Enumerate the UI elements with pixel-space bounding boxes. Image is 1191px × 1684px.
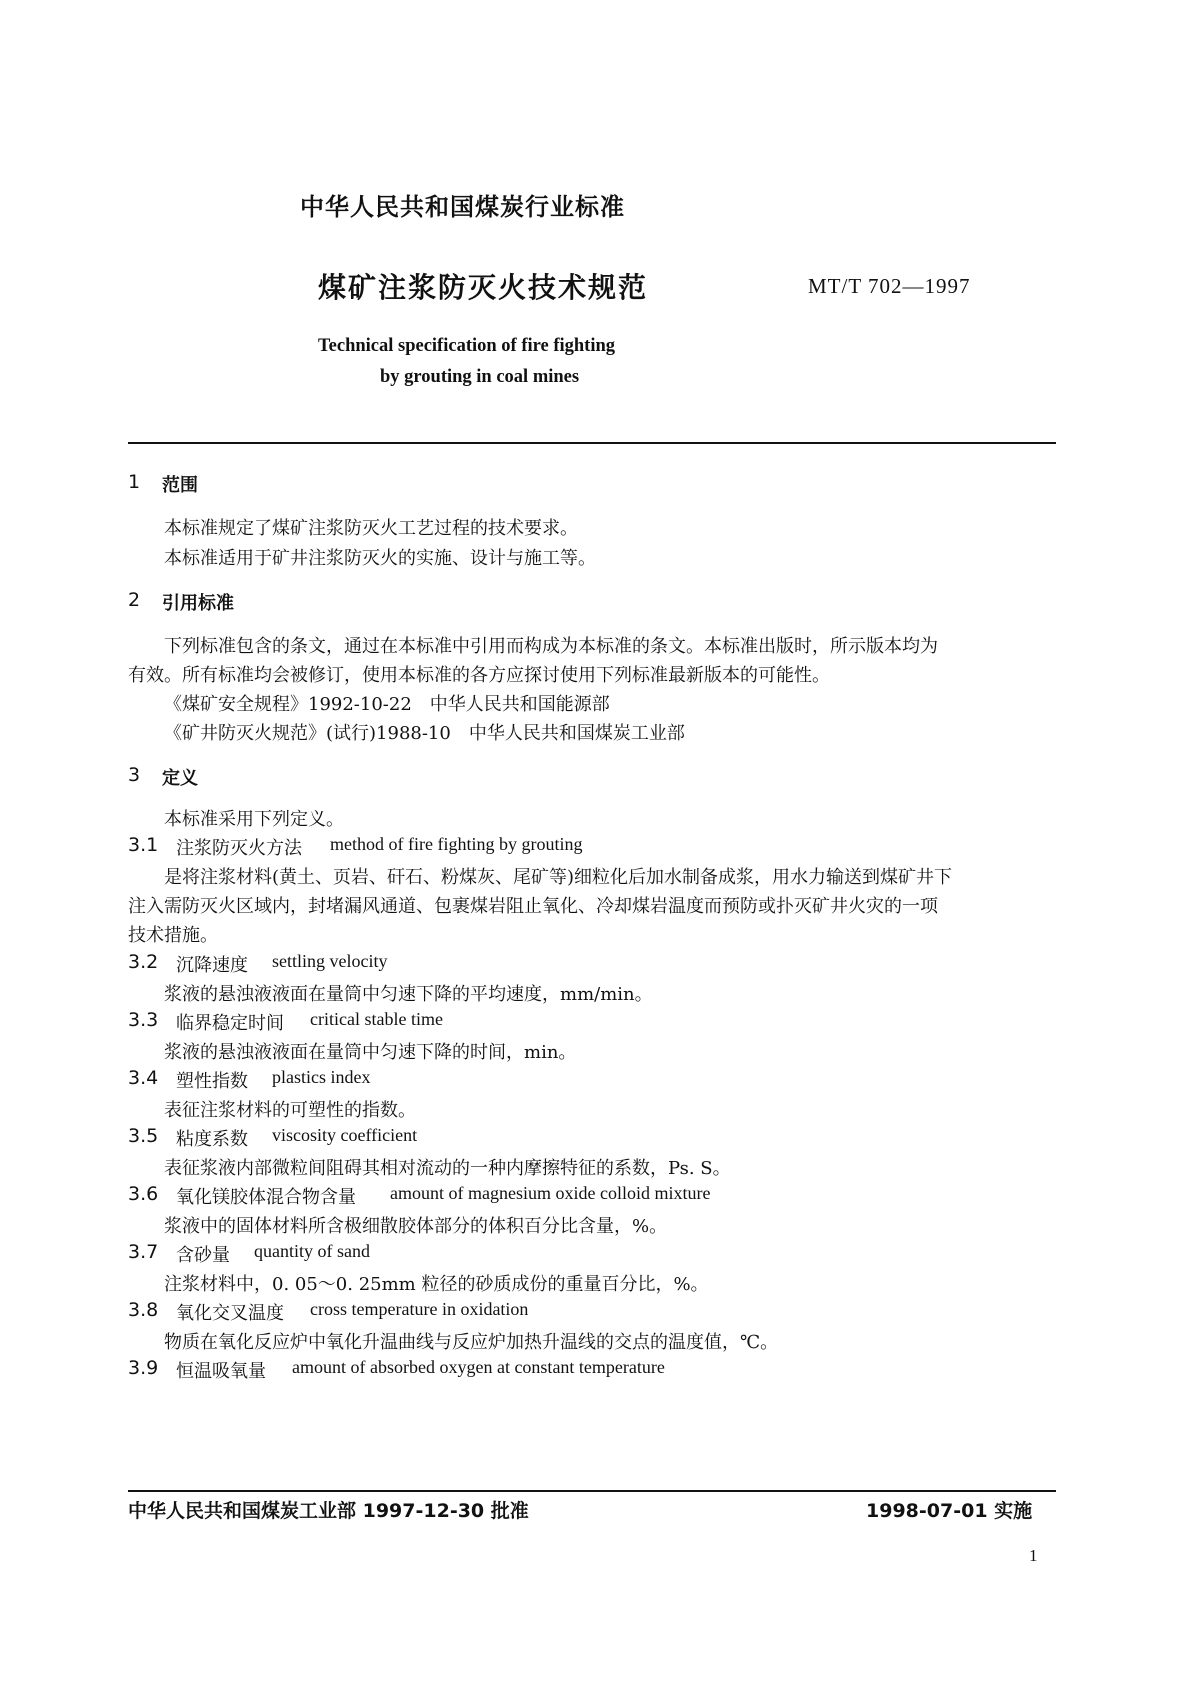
- definition-term-en: critical stable time: [310, 1009, 443, 1029]
- section-2-para-line-1: 下列标准包含的条文，通过在本标准中引用而构成为本标准的条文。本标准出版时，所示版本均为: [164, 636, 938, 657]
- definition-term-en: quantity of sand: [254, 1241, 370, 1261]
- definition-term-cn: 恒温吸氧量: [176, 1361, 266, 1382]
- definition-number: 3.2: [128, 951, 159, 973]
- definition-number: 3.1: [128, 834, 159, 856]
- page-number: 1: [1029, 1546, 1038, 1565]
- footer-divider: [128, 1490, 1056, 1492]
- section-3-title: 定义: [162, 768, 198, 789]
- reference-1: 《煤矿安全规程》1992-10-22 中华人民共和国能源部: [164, 694, 610, 715]
- approval-statement: 中华人民共和国煤炭工业部 1997-12-30 批准: [128, 1500, 529, 1522]
- section-2-number: 2: [128, 589, 141, 611]
- definition-text-line: 表征浆液内部微粒间阻碍其相对流动的一种内摩擦特征的系数，Ps. S。: [164, 1158, 731, 1179]
- section-3-number: 3: [128, 764, 141, 786]
- effective-date: 1998-07-01 实施: [866, 1500, 1033, 1522]
- definition-number: 3.4: [128, 1067, 159, 1089]
- issuing-body-title: 中华人民共和国煤炭行业标准: [300, 193, 625, 221]
- definition-text-line: 表征注浆材料的可塑性的指数。: [164, 1100, 416, 1121]
- definition-term-en: plastics index: [272, 1067, 371, 1087]
- section-2-title: 引用标准: [162, 593, 234, 614]
- definition-term-cn: 氧化交叉温度: [176, 1303, 284, 1324]
- definition-text-line: 浆液的悬浊液液面在量筒中匀速下降的时间，min。: [164, 1042, 577, 1063]
- section-2-para-line-2: 有效。所有标准均会被修订，使用本标准的各方应探讨使用下列标准最新版本的可能性。: [128, 665, 830, 686]
- document-title-cn: 煤矿注浆防灭火技术规范: [318, 271, 649, 304]
- document-title-en-line1: Technical specification of fire fighting: [318, 336, 616, 356]
- definition-number: 3.7: [128, 1241, 159, 1263]
- definition-text-line: 注浆材料中，0. 05～0. 25mm 粒径的砂质成份的重量百分比，%。: [164, 1274, 709, 1295]
- definition-number: 3.6: [128, 1183, 159, 1205]
- definition-number: 3.8: [128, 1299, 159, 1321]
- document-title-en-line2: by grouting in coal mines: [380, 367, 580, 387]
- definition-text-line: 注入需防灭火区域内，封堵漏风通道、包裹煤岩阻止氧化、冷却煤岩温度而预防或扑灭矿井火灾的一项: [128, 896, 938, 917]
- definition-number: 3.9: [128, 1357, 159, 1379]
- definition-term-cn: 临界稳定时间: [176, 1013, 284, 1034]
- definition-term-cn: 氧化镁胶体混合物含量: [176, 1187, 356, 1208]
- definition-term-en: method of fire fighting by grouting: [330, 834, 583, 854]
- definition-number: 3.5: [128, 1125, 159, 1147]
- definition-term-cn: 注浆防灭火方法: [176, 838, 302, 859]
- definition-term-cn: 含砂量: [176, 1245, 230, 1266]
- definition-term-en: cross temperature in oxidation: [310, 1299, 529, 1319]
- header-divider: [128, 442, 1056, 444]
- definition-term-cn: 塑性指数: [176, 1071, 248, 1092]
- definition-text-line: 浆液中的固体材料所含极细散胶体部分的体积百分比含量，%。: [164, 1216, 668, 1237]
- section-1-para-2: 本标准适用于矿井注浆防灭火的实施、设计与施工等。: [164, 548, 596, 569]
- definition-term-en: amount of absorbed oxygen at constant temperature: [292, 1357, 665, 1377]
- definition-text-line: 技术措施。: [128, 925, 218, 946]
- definition-text-line: 浆液的悬浊液液面在量筒中匀速下降的平均速度，mm/min。: [164, 984, 653, 1005]
- section-1-title: 范围: [162, 475, 198, 496]
- standard-code: MT/T 702—1997: [808, 274, 971, 298]
- reference-2: 《矿井防灭火规范》(试行)1988-10 中华人民共和国煤炭工业部: [164, 723, 685, 744]
- definition-term-en: settling velocity: [272, 951, 388, 971]
- definition-term-cn: 沉降速度: [176, 955, 248, 976]
- definition-term-en: viscosity coefficient: [272, 1125, 418, 1145]
- definition-text-line: 是将注浆材料(黄土、页岩、矸石、粉煤灰、尾矿等)细粒化后加水制备成浆，用水力输送到煤矿井下: [164, 867, 953, 888]
- section-1-para-1: 本标准规定了煤矿注浆防灭火工艺过程的技术要求。: [164, 518, 578, 539]
- definition-number: 3.3: [128, 1009, 159, 1031]
- definition-term-en: amount of magnesium oxide colloid mixture: [390, 1183, 711, 1203]
- definition-text-line: 物质在氧化反应炉中氧化升温曲线与反应炉加热升温线的交点的温度值，℃。: [164, 1332, 779, 1353]
- section-3-intro: 本标准采用下列定义。: [164, 809, 344, 830]
- section-1-number: 1: [128, 471, 141, 493]
- definition-term-cn: 粘度系数: [176, 1129, 248, 1150]
